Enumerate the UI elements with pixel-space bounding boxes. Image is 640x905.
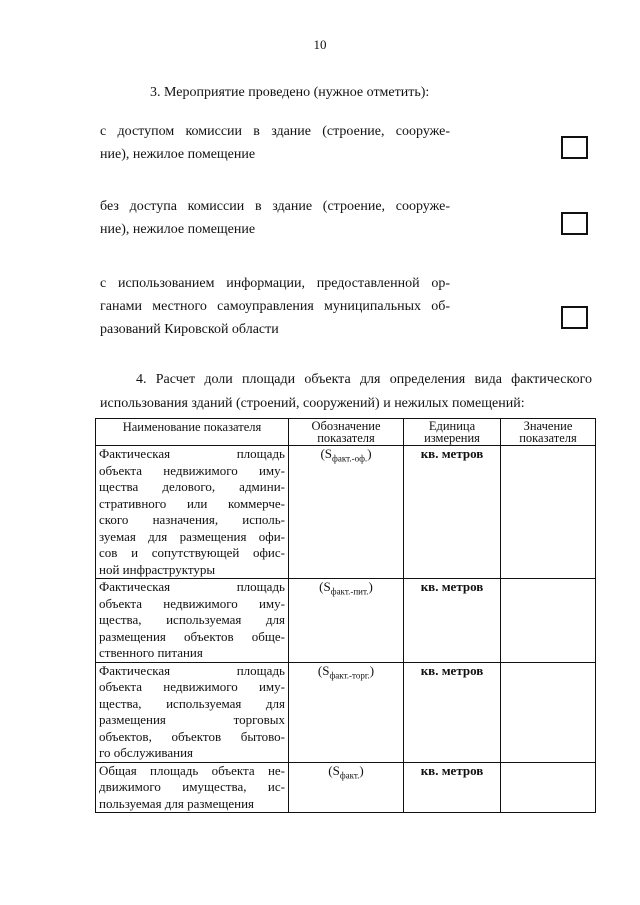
option-municipal-info bbox=[100, 272, 450, 341]
indicator-symbol-cell: $(S_{факт.})$ bbox=[289, 762, 404, 813]
section-4-line: 4. Расчет доли площади объекта для определения вида фактического bbox=[136, 372, 592, 387]
header-value: Значение показателя bbox=[501, 419, 596, 446]
option-line: без доступа комиссии в здание (строение, сооруже- bbox=[100, 199, 450, 214]
indicator-name-line: ной инфраструктуры bbox=[99, 561, 216, 577]
indicator-name-cell bbox=[96, 662, 289, 762]
option-line: ганами местного самоуправления муниципальных об- bbox=[100, 299, 450, 314]
indicator-name-line: щества делового, админи- bbox=[99, 479, 285, 494]
indicator-name-line: объекта недвижимого иму- bbox=[99, 462, 285, 478]
option-line: разований Кировской области bbox=[100, 322, 279, 337]
header-indicator-name: Наименование показателя bbox=[96, 419, 289, 446]
checkbox-municipal-info[interactable] bbox=[561, 306, 588, 329]
indicator-name-line: зуемая для размещения офи- bbox=[99, 528, 285, 544]
indicator-name-line: сов и сопутствующей офис- bbox=[99, 545, 285, 560]
indicator-name-cell bbox=[96, 579, 289, 663]
indicator-name-line: Фактическая площадь bbox=[99, 662, 285, 678]
indicator-name-line: размещения торговых bbox=[99, 712, 285, 727]
indicator-name-line: щества, используемая для bbox=[99, 695, 285, 711]
option-line: ние), нежилое помещение bbox=[100, 222, 256, 237]
area-calculation-table bbox=[95, 418, 596, 813]
checkbox-without-access[interactable] bbox=[561, 212, 588, 235]
section-4-heading bbox=[100, 368, 592, 416]
indicator-name-line: стративного или коммерче- bbox=[99, 495, 285, 511]
indicator-name-line: движимого имущества, ис- bbox=[99, 779, 285, 794]
indicator-name-line: объекта недвижимого иму- bbox=[99, 595, 285, 611]
unit-cell: кв. метров bbox=[404, 446, 501, 579]
unit-cell: кв. метров bbox=[404, 662, 501, 762]
indicator-symbol-cell: $(S_{факт.-торг.})$ bbox=[289, 662, 404, 762]
indicator-name-line: Фактическая площадь bbox=[99, 579, 285, 594]
option-line: с использованием информации, предоставленной ор- bbox=[100, 276, 450, 291]
indicator-name-line: размещения объектов обще- bbox=[99, 628, 285, 644]
indicator-name-line: Общая площадь объекта не- bbox=[99, 762, 285, 778]
checkbox-with-access[interactable] bbox=[561, 136, 588, 159]
indicator-name-cell bbox=[96, 762, 289, 813]
indicator-name-line: ского назначения, исполь- bbox=[99, 512, 285, 527]
option-line: с доступом комиссии в здание (строение, сооруже- bbox=[100, 124, 450, 139]
indicator-name-cell bbox=[96, 446, 289, 579]
value-cell[interactable] bbox=[501, 446, 596, 579]
unit-cell: кв. метров bbox=[404, 579, 501, 663]
table-row bbox=[96, 762, 596, 813]
page-number: 10 bbox=[313, 37, 327, 52]
section-3-heading: 3. Мероприятие проведено (нужное отметить): bbox=[150, 85, 430, 100]
value-cell[interactable] bbox=[501, 579, 596, 663]
table-row bbox=[96, 446, 596, 579]
header-indicator-symbol: Обозначение показателя bbox=[289, 419, 404, 446]
indicator-name-line: объектов, объектов бытово- bbox=[99, 728, 285, 744]
indicator-symbol-cell: $(S_{факт.-оф.})$ bbox=[289, 446, 404, 579]
table-row bbox=[96, 662, 596, 762]
indicator-symbol-cell: $(S_{факт.-пит.})$ bbox=[289, 579, 404, 663]
indicator-name-line: щества, используемая для bbox=[99, 612, 285, 627]
unit-cell: кв. метров bbox=[404, 762, 501, 813]
indicator-name-line: объекта недвижимого иму- bbox=[99, 679, 285, 694]
option-without-access bbox=[100, 195, 450, 241]
option-with-access bbox=[100, 120, 450, 166]
indicator-name-line: ственного питания bbox=[99, 645, 203, 660]
indicator-name-line: го обслуживания bbox=[99, 745, 194, 760]
section-4-line: использования зданий (строений, сооружений) и нежилых помещений: bbox=[100, 396, 525, 411]
header-unit: Единица измерения bbox=[404, 419, 501, 446]
value-cell[interactable] bbox=[501, 762, 596, 813]
option-line: ние), нежилое помещение bbox=[100, 147, 256, 162]
value-cell[interactable] bbox=[501, 662, 596, 762]
table-header-row bbox=[96, 419, 596, 446]
table-row bbox=[96, 579, 596, 663]
indicator-name-line: Фактическая площадь bbox=[99, 446, 285, 461]
indicator-name-line: пользуемая для размещения bbox=[99, 795, 255, 811]
